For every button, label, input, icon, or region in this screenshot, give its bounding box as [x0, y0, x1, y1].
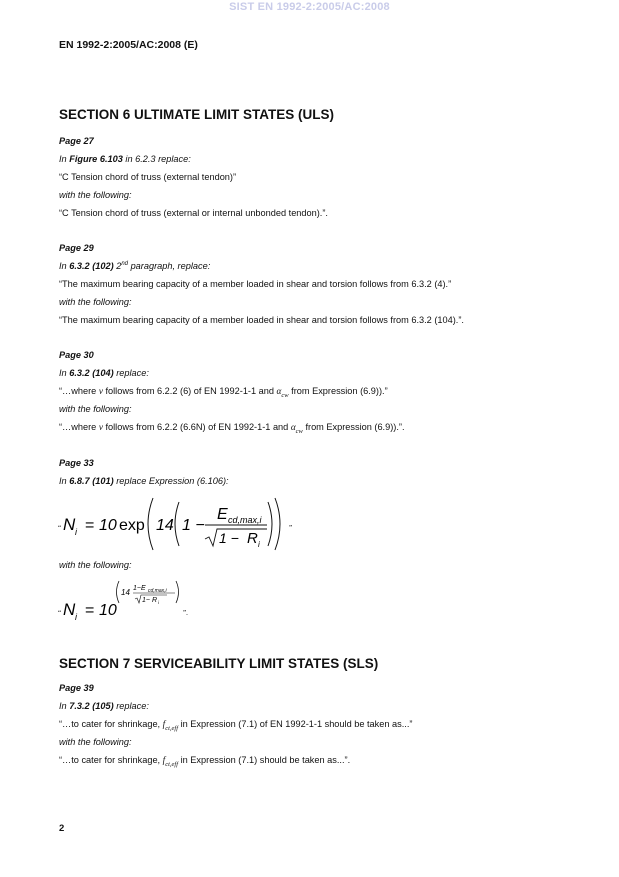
svg-text:1−E: 1−E — [133, 585, 146, 592]
page-30-new-text: “…where ν follows from 6.2.2 (6.6N) of EN 1992-1-1 and $\alpha_{cw}$ from Expression (6.9)).”. — [59, 422, 405, 435]
svg-text:R: R — [152, 597, 158, 604]
svg-text:R: R — [247, 530, 258, 547]
svg-text:N: N — [63, 600, 76, 619]
svg-text:1 −: 1 − — [219, 530, 239, 546]
svg-text:N: N — [63, 515, 76, 534]
page-30-old-text: “…where ν follows from 6.2.2 (6) of EN 1992-1-1 and $\alpha_{cw}$ from Expression (6.9)).” — [59, 386, 388, 399]
svg-text:14: 14 — [156, 517, 174, 534]
page-29-instruction: In 6.3.2 (102) 2nd paragraph, replace: — [59, 261, 211, 272]
section-7-title: SECTION 7 SERVICEABILITY LIMIT STATES (SLS) — [59, 656, 379, 671]
svg-text:“: “ — [58, 524, 62, 532]
svg-text:i: i — [258, 540, 260, 549]
svg-text:E: E — [217, 506, 228, 523]
page-27-new-text: “C Tension chord of truss (external or internal unbonded tendon).”. — [59, 208, 328, 218]
page-27-heading: Page 27 — [59, 136, 94, 146]
svg-text:cd,max,i: cd,max,i — [148, 588, 167, 594]
page-30-instruction: In 6.3.2 (104) replace: — [59, 368, 149, 378]
page-29-heading: Page 29 — [59, 243, 94, 253]
page-30-heading: Page 30 — [59, 350, 94, 360]
svg-text:i: i — [75, 612, 77, 622]
svg-text:cd,max,i: cd,max,i — [228, 515, 262, 525]
page-39-with: with the following: — [59, 737, 132, 747]
svg-text:”.: ”. — [183, 609, 188, 617]
page-39-instruction: In 7.3.2 (105) replace: — [59, 701, 149, 711]
svg-text:=: = — [85, 517, 95, 534]
svg-text:i: i — [75, 527, 77, 537]
page-33-with: with the following: — [59, 560, 132, 570]
page-29-with: with the following: — [59, 297, 132, 307]
svg-text:1−: 1− — [142, 597, 150, 604]
page-29-new-text: “The maximum bearing capacity of a member loaded in shear and torsion follows from 6.3.2 (104).”. — [59, 315, 464, 325]
equation-6-106-original — [55, 494, 315, 554]
svg-text:=: = — [85, 602, 95, 619]
svg-text:10: 10 — [99, 602, 117, 619]
equation-6-106-replacement — [55, 576, 205, 626]
document-id: EN 1992-2:2005/AC:2008 (E) — [59, 39, 198, 51]
svg-text:10: 10 — [99, 517, 117, 534]
page-39-new-text: “…to cater for shrinkage, $f_{ct,eff}$ in Expression (7.1) should be taken as...”. — [59, 755, 351, 768]
page-33-heading: Page 33 — [59, 458, 94, 468]
page-39-heading: Page 39 — [59, 683, 94, 693]
page-30-with: with the following: — [59, 404, 132, 414]
svg-text:1 −: 1 − — [182, 517, 205, 534]
page-27-with: with the following: — [59, 190, 132, 200]
svg-text:i: i — [158, 600, 159, 605]
watermark: SIST EN 1992-2:2005/AC:2008 — [229, 1, 390, 13]
svg-text:“: “ — [58, 609, 62, 617]
svg-text:”: ” — [289, 524, 293, 532]
page-39-old-text: “…to cater for shrinkage, $f_{ct,eff}$ in Expression (7.1) of EN 1992-1-1 should be taken as...” — [59, 719, 413, 732]
svg-text:exp: exp — [119, 517, 145, 534]
page-number: 2 — [59, 823, 65, 834]
section-6-title: SECTION 6 ULTIMATE LIMIT STATES (ULS) — [59, 107, 334, 122]
page-33-instruction: In 6.8.7 (101) replace Expression (6.106): — [59, 476, 229, 486]
page-29-old-text: “The maximum bearing capacity of a member loaded in shear and torsion follows from 6.3.2 (4).” — [59, 279, 452, 289]
svg-text:14: 14 — [121, 588, 130, 597]
page-27-instruction: In Figure 6.103 in 6.2.3 replace: — [59, 154, 191, 164]
page-27-old-text: “C Tension chord of truss (external tendon)” — [59, 172, 237, 182]
